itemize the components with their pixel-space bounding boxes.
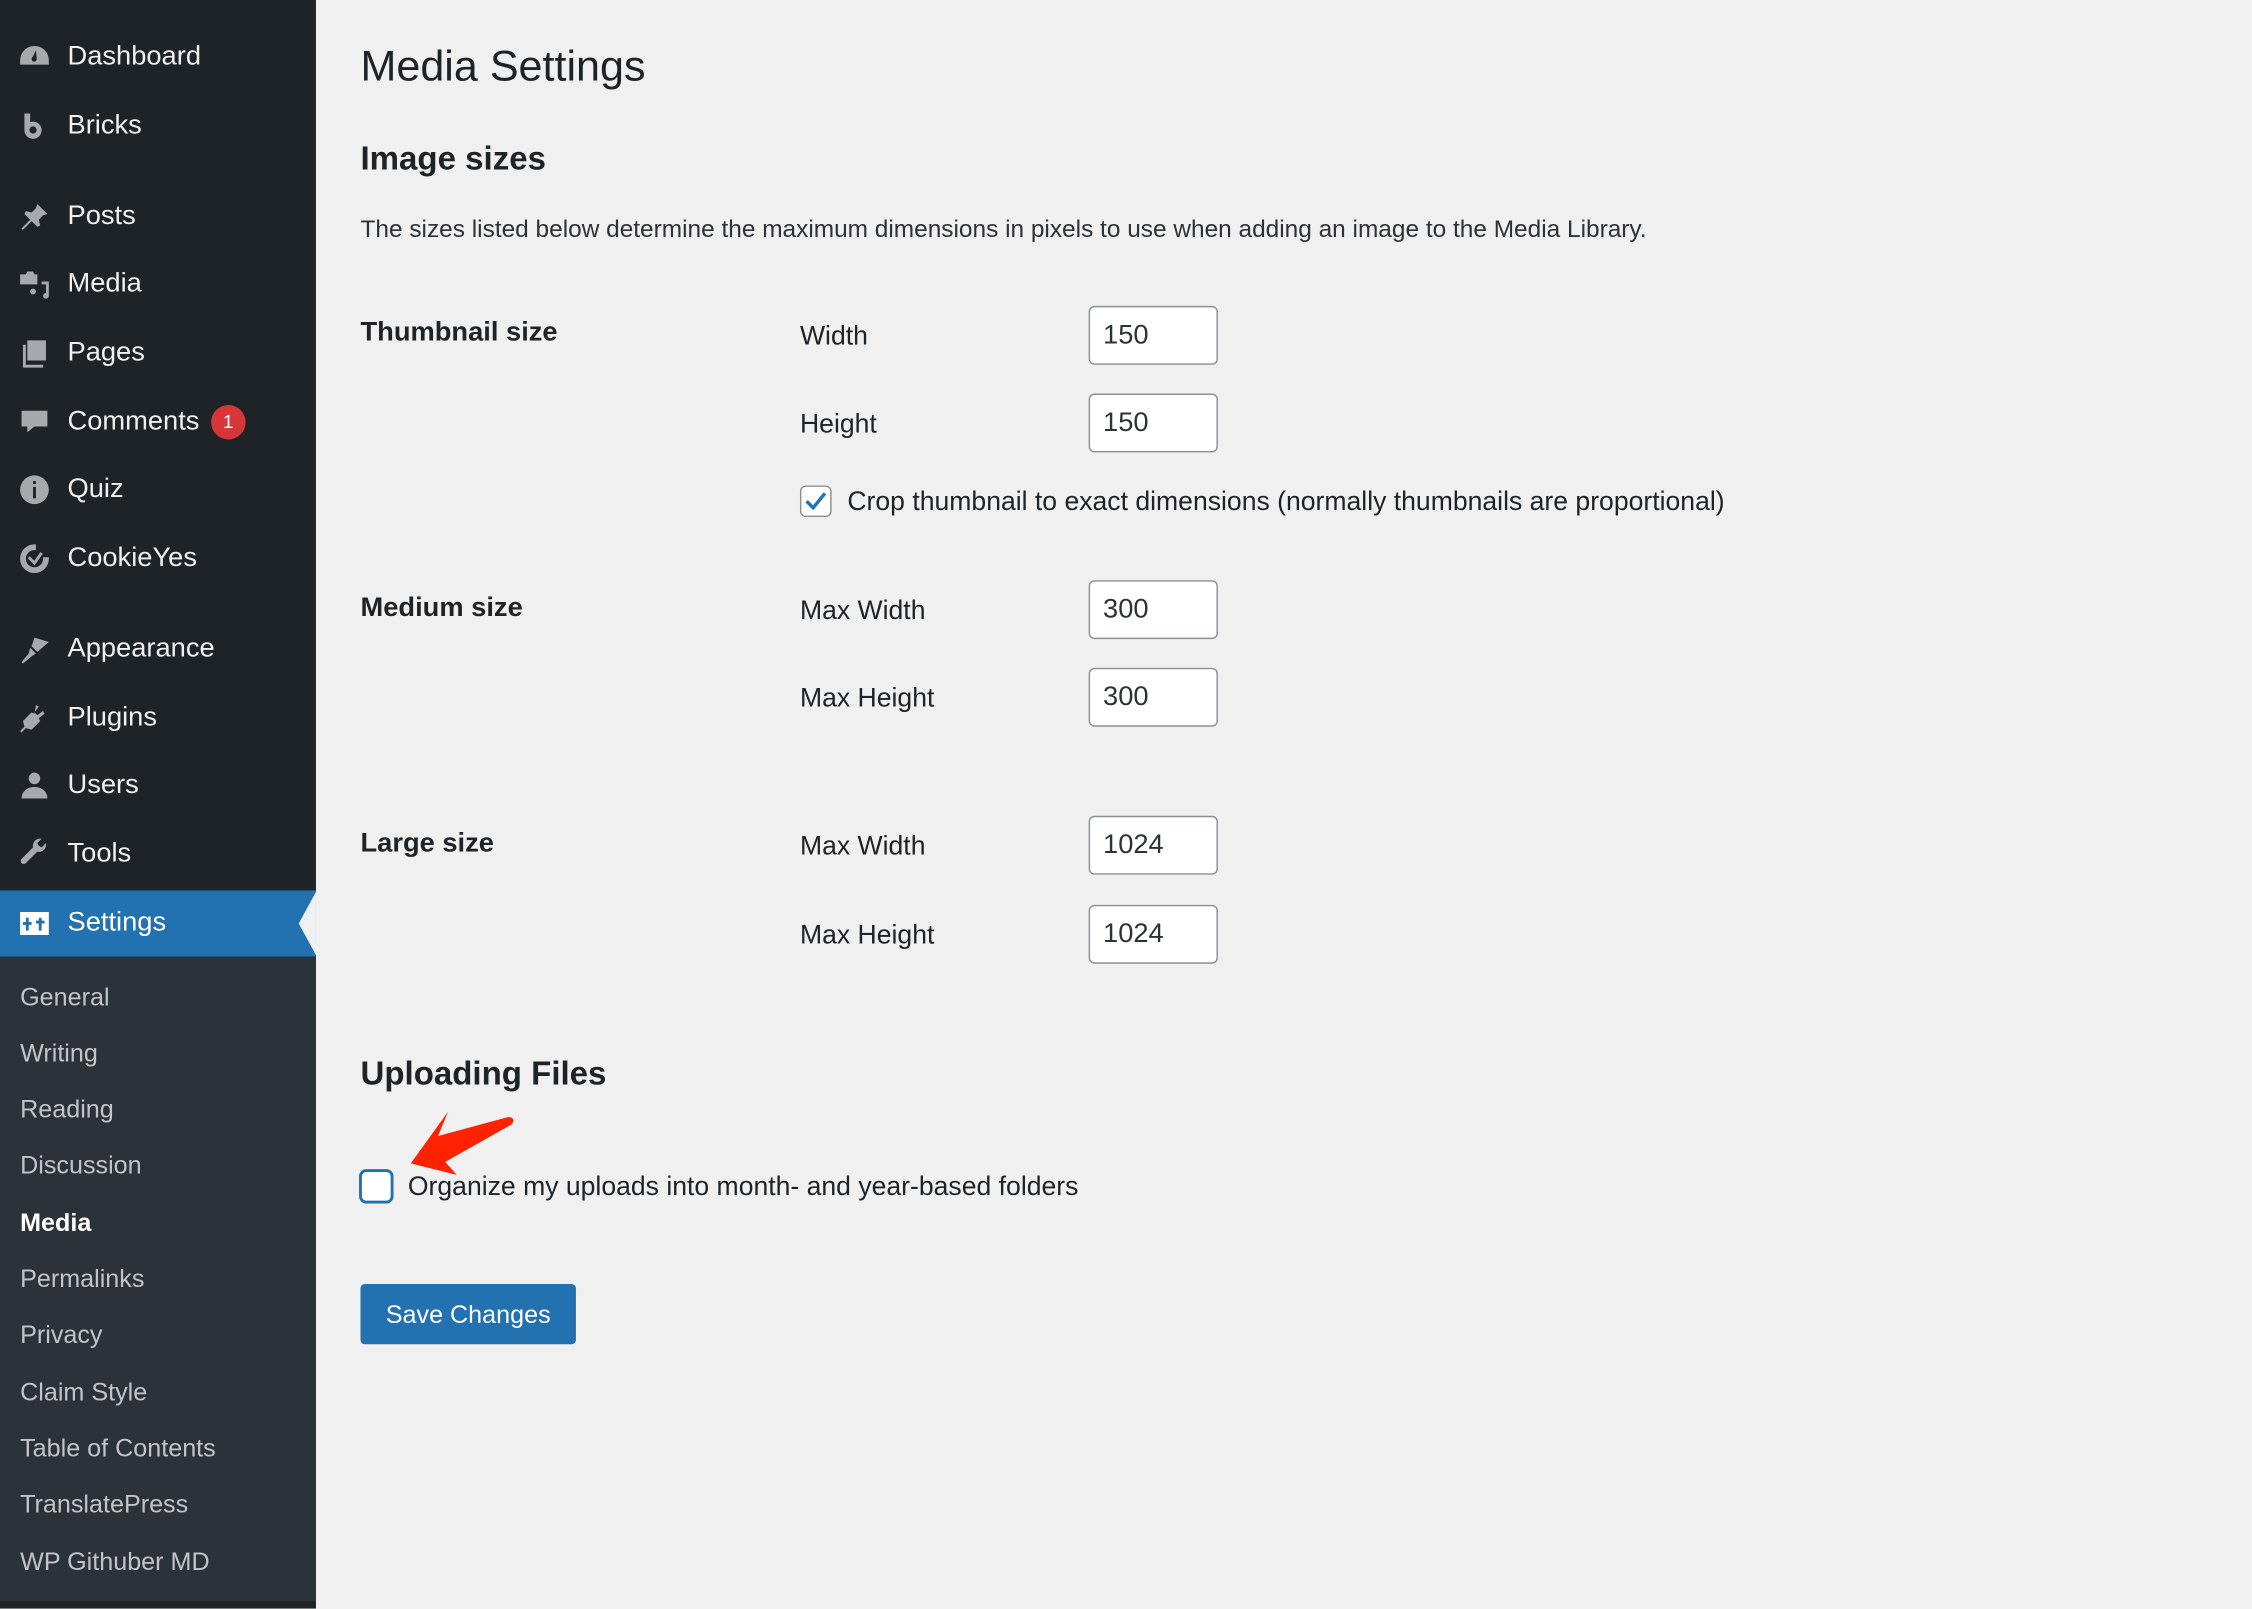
large-height-input[interactable] <box>1089 905 1218 964</box>
medium-width-input[interactable] <box>1089 580 1218 639</box>
large-width-label: Max Width <box>799 830 926 861</box>
organize-uploads-label[interactable]: Organize my uploads into month- and year-based folders <box>407 1170 1079 1201</box>
large-size-label: Large size <box>360 828 494 859</box>
uploading-files-heading: Uploading Files <box>360 1054 607 1092</box>
page-title: Media Settings <box>360 43 646 91</box>
thumbnail-width-label: Width <box>799 320 868 351</box>
submenu-media[interactable]: Media <box>20 1207 92 1237</box>
thumbnail-height-label: Height <box>799 407 877 439</box>
bricks-icon <box>0 109 68 143</box>
pages-icon <box>0 336 68 370</box>
save-changes-button[interactable]: Save Changes <box>360 1284 575 1344</box>
medium-height-input[interactable] <box>1089 668 1218 727</box>
sidebar-item-comments[interactable]: Comments 1 <box>0 391 316 454</box>
thumbnail-width-input[interactable] <box>1089 306 1218 365</box>
sidebar-item-pages[interactable]: Pages <box>0 322 316 385</box>
comment-icon <box>0 405 68 439</box>
user-icon <box>0 768 68 802</box>
wrench-icon <box>0 837 68 871</box>
media-icon <box>0 267 68 301</box>
submenu-claim-style[interactable]: Claim Style <box>20 1377 148 1407</box>
admin-sidebar <box>0 0 316 1609</box>
thumbnail-height-input[interactable] <box>1089 394 1218 453</box>
image-sizes-description: The sizes listed below determine the maximum dimensions in pixels to use when adding an image to the Media Library. <box>360 215 1647 243</box>
current-menu-pointer <box>299 892 316 955</box>
sidebar-item-cookieyes[interactable]: CookieYes <box>0 527 316 590</box>
image-sizes-heading: Image sizes <box>360 139 546 177</box>
medium-width-label: Max Width <box>799 594 926 625</box>
sidebar-item-tools[interactable]: Tools <box>0 823 316 886</box>
sidebar-item-plugins[interactable]: Plugins <box>0 687 316 750</box>
sidebar-item-appearance[interactable]: Appearance <box>0 618 316 681</box>
crop-thumbnail-checkbox[interactable] <box>800 485 832 517</box>
thumbnail-size-label: Thumbnail size <box>360 317 558 348</box>
cookieyes-icon <box>0 541 68 575</box>
pin-icon <box>0 200 68 234</box>
sidebar-item-dashboard[interactable]: Dashboard <box>0 26 316 89</box>
dashboard-icon <box>0 40 68 74</box>
comments-count-badge: 1 <box>211 405 245 439</box>
medium-height-label: Max Height <box>799 682 935 713</box>
annotation-arrow-icon <box>408 1112 520 1178</box>
sidebar-item-bricks[interactable]: Bricks <box>0 95 316 158</box>
sidebar-item-media[interactable]: Media <box>0 253 316 316</box>
brush-icon <box>0 632 68 666</box>
submenu-privacy[interactable]: Privacy <box>20 1319 103 1349</box>
plugin-icon <box>0 701 68 735</box>
medium-size-label: Medium size <box>360 593 523 624</box>
sidebar-item-users[interactable]: Users <box>0 754 316 817</box>
sidebar-item-quiz[interactable]: Quiz <box>0 458 316 521</box>
submenu-wp-githuber-md[interactable]: WP Githuber MD <box>20 1546 210 1576</box>
submenu-permalinks[interactable]: Permalinks <box>20 1263 145 1293</box>
settings-submenu <box>0 957 316 1602</box>
crop-thumbnail-label[interactable]: Crop thumbnail to exact dimensions (normally thumbnails are proportional) <box>847 485 1725 516</box>
sidebar-item-posts[interactable]: Posts <box>0 185 316 248</box>
checkmark-icon <box>801 487 830 516</box>
info-icon <box>0 473 68 507</box>
submenu-writing[interactable]: Writing <box>20 1038 98 1068</box>
organize-uploads-checkbox[interactable] <box>359 1169 393 1203</box>
large-width-input[interactable] <box>1089 816 1218 875</box>
sidebar-item-settings[interactable]: Settings <box>0 890 316 956</box>
submenu-discussion[interactable]: Discussion <box>20 1150 142 1180</box>
submenu-table-of-contents[interactable]: Table of Contents <box>20 1433 216 1463</box>
large-height-label: Max Height <box>799 919 935 950</box>
submenu-reading[interactable]: Reading <box>20 1094 114 1124</box>
settings-icon <box>0 906 68 940</box>
submenu-general[interactable]: General <box>20 982 110 1012</box>
submenu-translatepress[interactable]: TranslatePress <box>20 1489 189 1519</box>
